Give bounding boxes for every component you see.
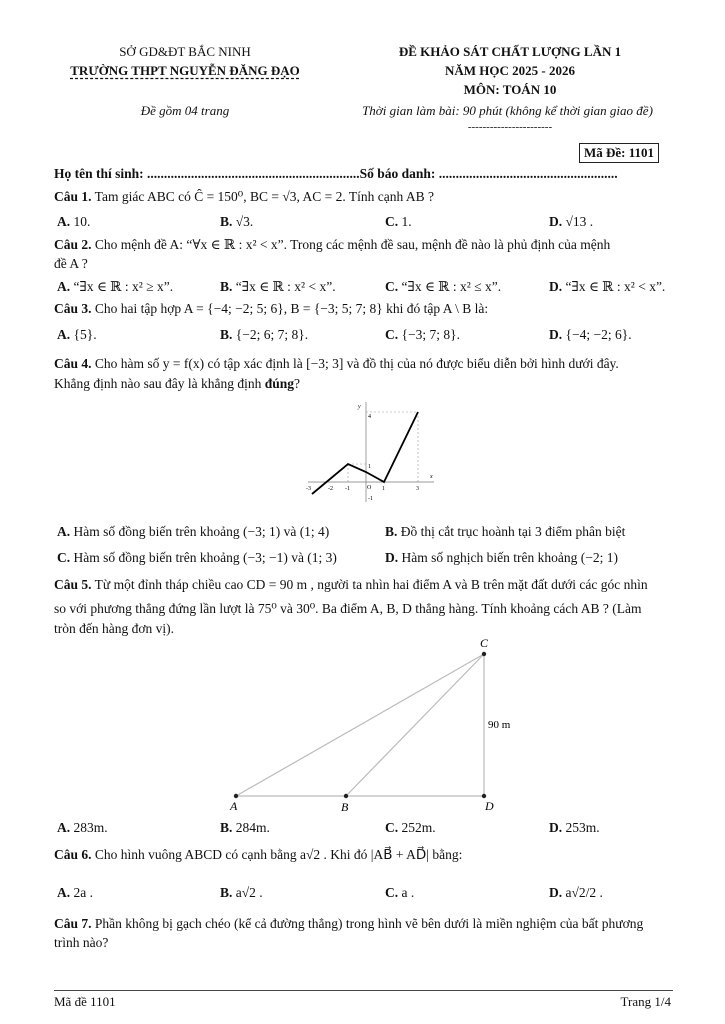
question-label: Câu 3. (54, 301, 92, 316)
question-3 (54, 300, 673, 318)
tick-x3: 3 (416, 486, 419, 492)
q1-option-a[interactable]: A. 10. (57, 214, 91, 229)
footer-exam-code: Mã đề 1101 (54, 994, 116, 1009)
q4-option-c[interactable]: C. Hàm số đồng biến trên khoảng (−3; −1) và (1; 3) (57, 550, 337, 565)
q5-option-d[interactable]: D. 253m. (549, 820, 600, 835)
q2-option-d[interactable]: D. “∃x ∈ ℝ : x² < x”. (549, 279, 666, 294)
question-text: Cho hàm số y = f(x) có tập xác định là [−3; 3] và đồ thị của nó được biểu diễn bởi hình dưới đây. (94, 356, 619, 371)
point-a-label: A (230, 799, 238, 813)
origin-label: O (367, 485, 372, 491)
sight-line-b (346, 654, 484, 796)
q5-option-b[interactable]: B. 284m. (220, 820, 270, 835)
q3-option-c[interactable]: C. {−3; 7; 8}. (385, 327, 460, 342)
school-department: SỞ GD&ĐT BẮC NINH (119, 44, 251, 59)
question-2-cont: đề A ? (54, 256, 88, 271)
q2-option-a[interactable]: A. “∃x ∈ ℝ : x² ≥ x”. (57, 279, 174, 294)
tick-xm3: -3 (306, 486, 311, 492)
q4-option-a[interactable]: A. Hàm số đồng biến trên khoảng (−3; 1) và (1; 4) (57, 524, 330, 539)
tick-xm1: -1 (345, 486, 350, 492)
question-7 (54, 915, 673, 933)
question-6 (54, 846, 673, 864)
function-graph (300, 396, 440, 506)
q6-option-d[interactable]: D. a√2/2 . (549, 885, 603, 900)
q6-option-c[interactable]: C. a . (385, 885, 415, 900)
question-text: Cho mệnh đề A: “∀x ∈ ℝ : x² < x”. Trong các mệnh đề sau, mệnh đề nào là phủ định của mệnh (94, 237, 611, 252)
tower-figure (222, 632, 512, 817)
question-text: Cho hai tập hợp A = {−4; −2; 5; 6}, B = {−3; 5; 7; 8} khi đó tập A \ B là: (94, 301, 489, 316)
q2-option-c[interactable]: C. “∃x ∈ ℝ : x² ≤ x”. (385, 279, 502, 294)
page-count-note: Đề gồm 04 trang (140, 103, 230, 118)
q3-option-a[interactable]: A. {5}. (57, 327, 97, 342)
question-label: Câu 6. (54, 847, 92, 862)
question-7-cont: trình nào? (54, 935, 109, 950)
question-text: Cho hình vuông ABCD có cạnh bằng a√2 . Khi đó |AB⃗ + AD⃗| bằng: (94, 847, 463, 862)
question-5-cont2: tròn đến hàng đơn vị). (54, 621, 174, 636)
x-axis-label: x (430, 474, 433, 480)
q1-option-b[interactable]: B. √3. (220, 214, 254, 229)
question-text: Từ một đỉnh tháp chiều cao CD = 90 m , người ta nhìn hai điểm A và B trên mặt đất dưới các góc nhìn (94, 577, 648, 592)
q5-option-a[interactable]: A. 283m. (57, 820, 108, 835)
tick-ym1: -1 (368, 496, 373, 502)
question-1 (54, 188, 673, 206)
q4-option-d[interactable]: D. Hàm số nghịch biến trên khoảng (−2; 1) (385, 550, 618, 565)
height-label: 90 m (488, 719, 511, 731)
question-5 (54, 576, 673, 594)
time-limit: Thời gian làm bài: 90 phút (không kể thời gian giao đề) (362, 103, 653, 118)
tick-x1: 1 (382, 486, 385, 492)
header-divider: ----------------------- (467, 121, 553, 133)
q4-option-b[interactable]: B. Đồ thị cắt trục hoành tại 3 điểm phân biệt (385, 524, 626, 539)
question-text: Phần không bị gạch chéo (kể cả đường thẳng) trong hình vẽ bên dưới là miền nghiệm của bất phương (94, 916, 644, 931)
point-d-label: D (485, 799, 494, 813)
footer-divider (54, 990, 673, 991)
student-info-line: Họ tên thí sinh: ...............................................................Số báo danh: ..................................................... (54, 166, 618, 181)
tick-y1: 1 (368, 464, 371, 470)
q2-option-b[interactable]: B. “∃x ∈ ℝ : x² < x”. (220, 279, 336, 294)
question-label: Câu 4. (54, 356, 92, 371)
q3-option-d[interactable]: D. {−4; −2; 6}. (549, 327, 632, 342)
question-4 (54, 355, 673, 373)
tick-y4: 4 (368, 414, 371, 420)
question-label: Câu 7. (54, 916, 92, 931)
y-axis-label: y (358, 404, 361, 410)
subject: MÔN: TOÁN 10 (463, 82, 557, 97)
exam-title: ĐỀ KHẢO SÁT CHẤT LƯỢNG LẦN 1 (398, 44, 622, 59)
sight-line-a (236, 654, 484, 796)
tick-xm2: -2 (328, 486, 333, 492)
q6-option-a[interactable]: A. 2a . (57, 885, 93, 900)
q1-option-d[interactable]: D. √13 . (549, 214, 594, 229)
exam-code-box: Mã Đề: 1101 (579, 143, 659, 163)
question-4-cont: Khẳng định nào sau đây là khẳng định đúng? (54, 376, 300, 391)
question-label: Câu 5. (54, 577, 92, 592)
footer-page-number: Trang 1/4 (620, 994, 671, 1009)
q1-option-c[interactable]: C. 1. (385, 214, 412, 229)
question-5-cont: so với phương thẳng đứng lần lượt là 75⁰ và 30⁰. Ba điểm A, B, D thẳng hàng. Tính khoảng cách AB ? (Làm (54, 601, 642, 616)
question-text: Tam giác ABC có Ĉ = 150⁰, BC = √3, AC = 2. Tính cạnh AB ? (94, 189, 434, 204)
question-label: Câu 2. (54, 237, 92, 252)
q3-option-b[interactable]: B. {−2; 6; 7; 8}. (220, 327, 309, 342)
question-2 (54, 236, 673, 254)
school-year: NĂM HỌC 2025 - 2026 (445, 63, 575, 78)
q5-option-c[interactable]: C. 252m. (385, 820, 436, 835)
point-b-label: B (341, 800, 349, 814)
q6-option-b[interactable]: B. a√2 . (220, 885, 263, 900)
question-label: Câu 1. (54, 189, 92, 204)
point-c-label: C (480, 636, 489, 650)
school-name: TRƯỜNG THPT NGUYỄN ĐĂNG ĐẠO (70, 63, 300, 78)
